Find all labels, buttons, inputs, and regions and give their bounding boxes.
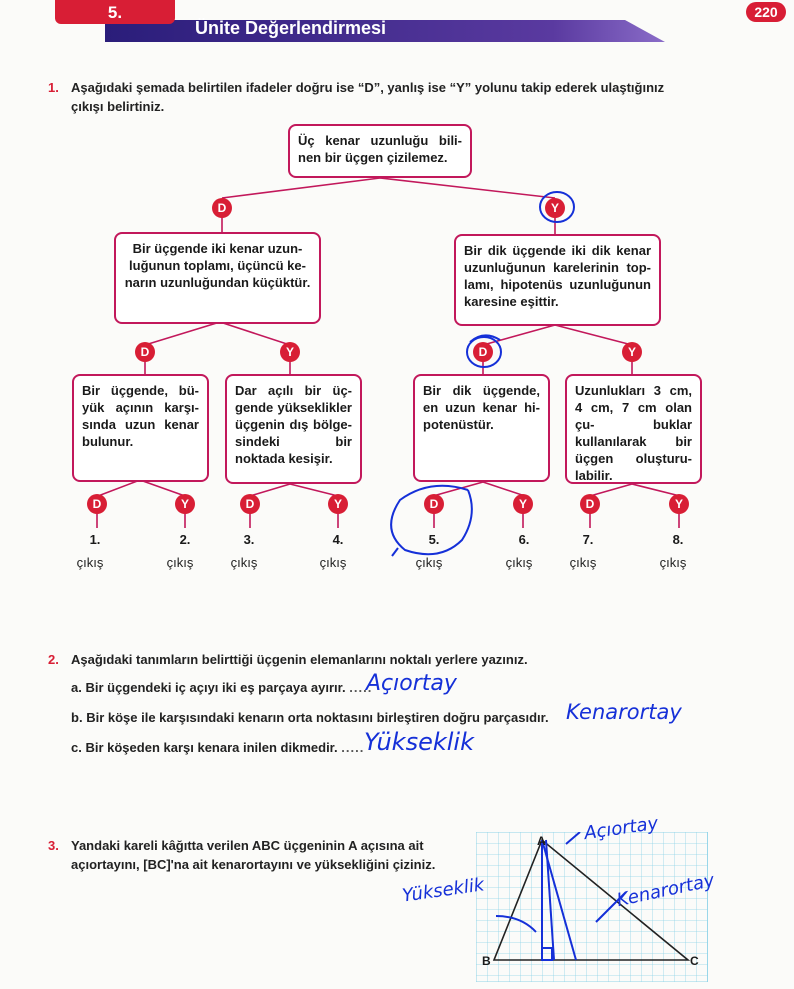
q2-a-answer[interactable]: Açıortay: [366, 671, 457, 696]
flow-box-level3-2: Dar açılı bir üç- gende yükseklikler üçgenin dış bölge- sindeki bir noktada kesişir.: [225, 374, 362, 484]
question-2-number: 2.: [48, 652, 59, 667]
badge-d-exit3: D: [240, 494, 260, 514]
badge-d-exit5: D: [424, 494, 444, 514]
badge-d-exit1: D: [87, 494, 107, 514]
flow-box-level3-4: Uzunlukları 3 cm, 4 cm, 7 cm olan çu- buklar kullanılarak bir üçgen oluşturu- labilir.: [565, 374, 702, 484]
question-3-line1: Yandaki kareli kâğıtta verilen ABC üçgeninin A açısına ait: [71, 838, 424, 853]
question-1-line2: çıkışı belirtiniz.: [71, 99, 165, 114]
question-3-line2: açıortayını, [BC]'na ait kenarortayını ve yüksekliğini çiziniz.: [71, 857, 436, 872]
badge-d-exit7: D: [580, 494, 600, 514]
flow-box-right-level2: Bir dik üçgende iki dik kenar uzunluğunun karelerinin top- lamı, hipotenüs uzunluğunun karesine eşittir.: [454, 234, 661, 326]
exit-label-7: çıkış: [569, 555, 597, 570]
circle-exit-5-tail: [392, 548, 398, 556]
q2-a-label: a.: [71, 680, 82, 695]
badge-d-right: D: [473, 342, 493, 362]
vertex-b: B: [482, 954, 491, 968]
badge-d-left: D: [135, 342, 155, 362]
page-number: 220: [746, 2, 786, 22]
exit-number-4: 4.: [332, 532, 344, 547]
q2-a-dots: .....: [349, 680, 373, 695]
badge-y-exit4: Y: [328, 494, 348, 514]
exit-label-3: çıkış: [230, 555, 258, 570]
q2-item-a: [71, 680, 372, 695]
exit-label-5: çıkış: [415, 555, 443, 570]
q2-c-dots: .....: [341, 740, 365, 755]
q2-b-text: Bir köşe ile karşısındaki kenarın orta noktasını birleştiren doğru parçasıdır.: [86, 710, 549, 725]
q2-item-c: [71, 740, 364, 755]
circle-exit-5: [391, 486, 472, 554]
hand-label-yukseklik: Yükseklik: [400, 874, 486, 907]
circle-y-level1: [540, 192, 574, 222]
q2-item-b: [71, 710, 549, 725]
question-3-text: [71, 836, 471, 874]
exit-number-8: 8.: [672, 532, 684, 547]
exit-label-1: çıkış: [76, 555, 104, 570]
question-2-text: Aşağıdaki tanımların belirttiği üçgenin elemanlarını noktalı yerlere yazınız.: [71, 652, 528, 667]
badge-y-left: Y: [280, 342, 300, 362]
badge-y-exit2: Y: [175, 494, 195, 514]
vertex-c: C: [690, 954, 699, 968]
flow-box-level3-1: Bir üçgende, bü- yük açının karşı- sında uzun kenar bulunur.: [72, 374, 209, 482]
exit-number-1: 1.: [89, 532, 101, 547]
badge-y-right: Y: [622, 342, 642, 362]
exit-label-6: çıkış: [505, 555, 533, 570]
q2-c-label: c.: [71, 740, 82, 755]
exit-label-2: çıkış: [166, 555, 194, 570]
q2-a-text: Bir üçgendeki iç açıyı iki eş parçaya ayırır.: [85, 680, 346, 695]
badge-d-level1: D: [212, 198, 232, 218]
hand-label-kenarortay: Kenarortay: [614, 869, 717, 912]
vertex-a: A: [537, 834, 546, 848]
question-1-line1: Aşağıdaki şemada belirtilen ifadeler doğru ise “D”, yanlış ise “Y” yolunu takip ederek ulaştığınız: [71, 80, 665, 95]
flow-box-root: Üç kenar uzunluğu bili- nen bir üçgen çizilemez.: [288, 124, 472, 178]
grid-paper-triangle: [476, 832, 708, 982]
q2-c-text: Bir köşeden karşı kenara inilen dikmedir.: [85, 740, 338, 755]
badge-y-exit6: Y: [513, 494, 533, 514]
unit-title: Ünite Değerlendirmesi: [195, 18, 387, 38]
exit-number-7: 7.: [582, 532, 594, 547]
flow-box-level3-3: Bir dik üçgende, en uzun kenar hi- potenüstür.: [413, 374, 550, 482]
hand-label-aciortay: Açıortay: [582, 812, 660, 845]
exit-number-3: 3.: [243, 532, 255, 547]
exit-number-6: 6.: [518, 532, 530, 547]
exit-number-5: 5.: [428, 532, 440, 547]
unit-number-tab: 5.: [55, 0, 175, 24]
q2-b-answer[interactable]: Kenarortay: [566, 700, 682, 724]
question-1-number: 1.: [48, 80, 59, 95]
badge-y-level1: Y: [545, 198, 565, 218]
badge-y-exit8: Y: [669, 494, 689, 514]
q2-c-answer[interactable]: Yükseklik: [364, 728, 474, 756]
exit-number-2: 2.: [179, 532, 191, 547]
question-3-number: 3.: [48, 838, 59, 853]
flow-box-left-level2: Bir üçgende iki kenar uzun- luğunun toplamı, üçüncü ke- narın uzunluğundan küçüktür.: [114, 232, 321, 324]
exit-label-8: çıkış: [659, 555, 687, 570]
q2-b-label: b.: [71, 710, 83, 725]
exit-label-4: çıkış: [319, 555, 347, 570]
